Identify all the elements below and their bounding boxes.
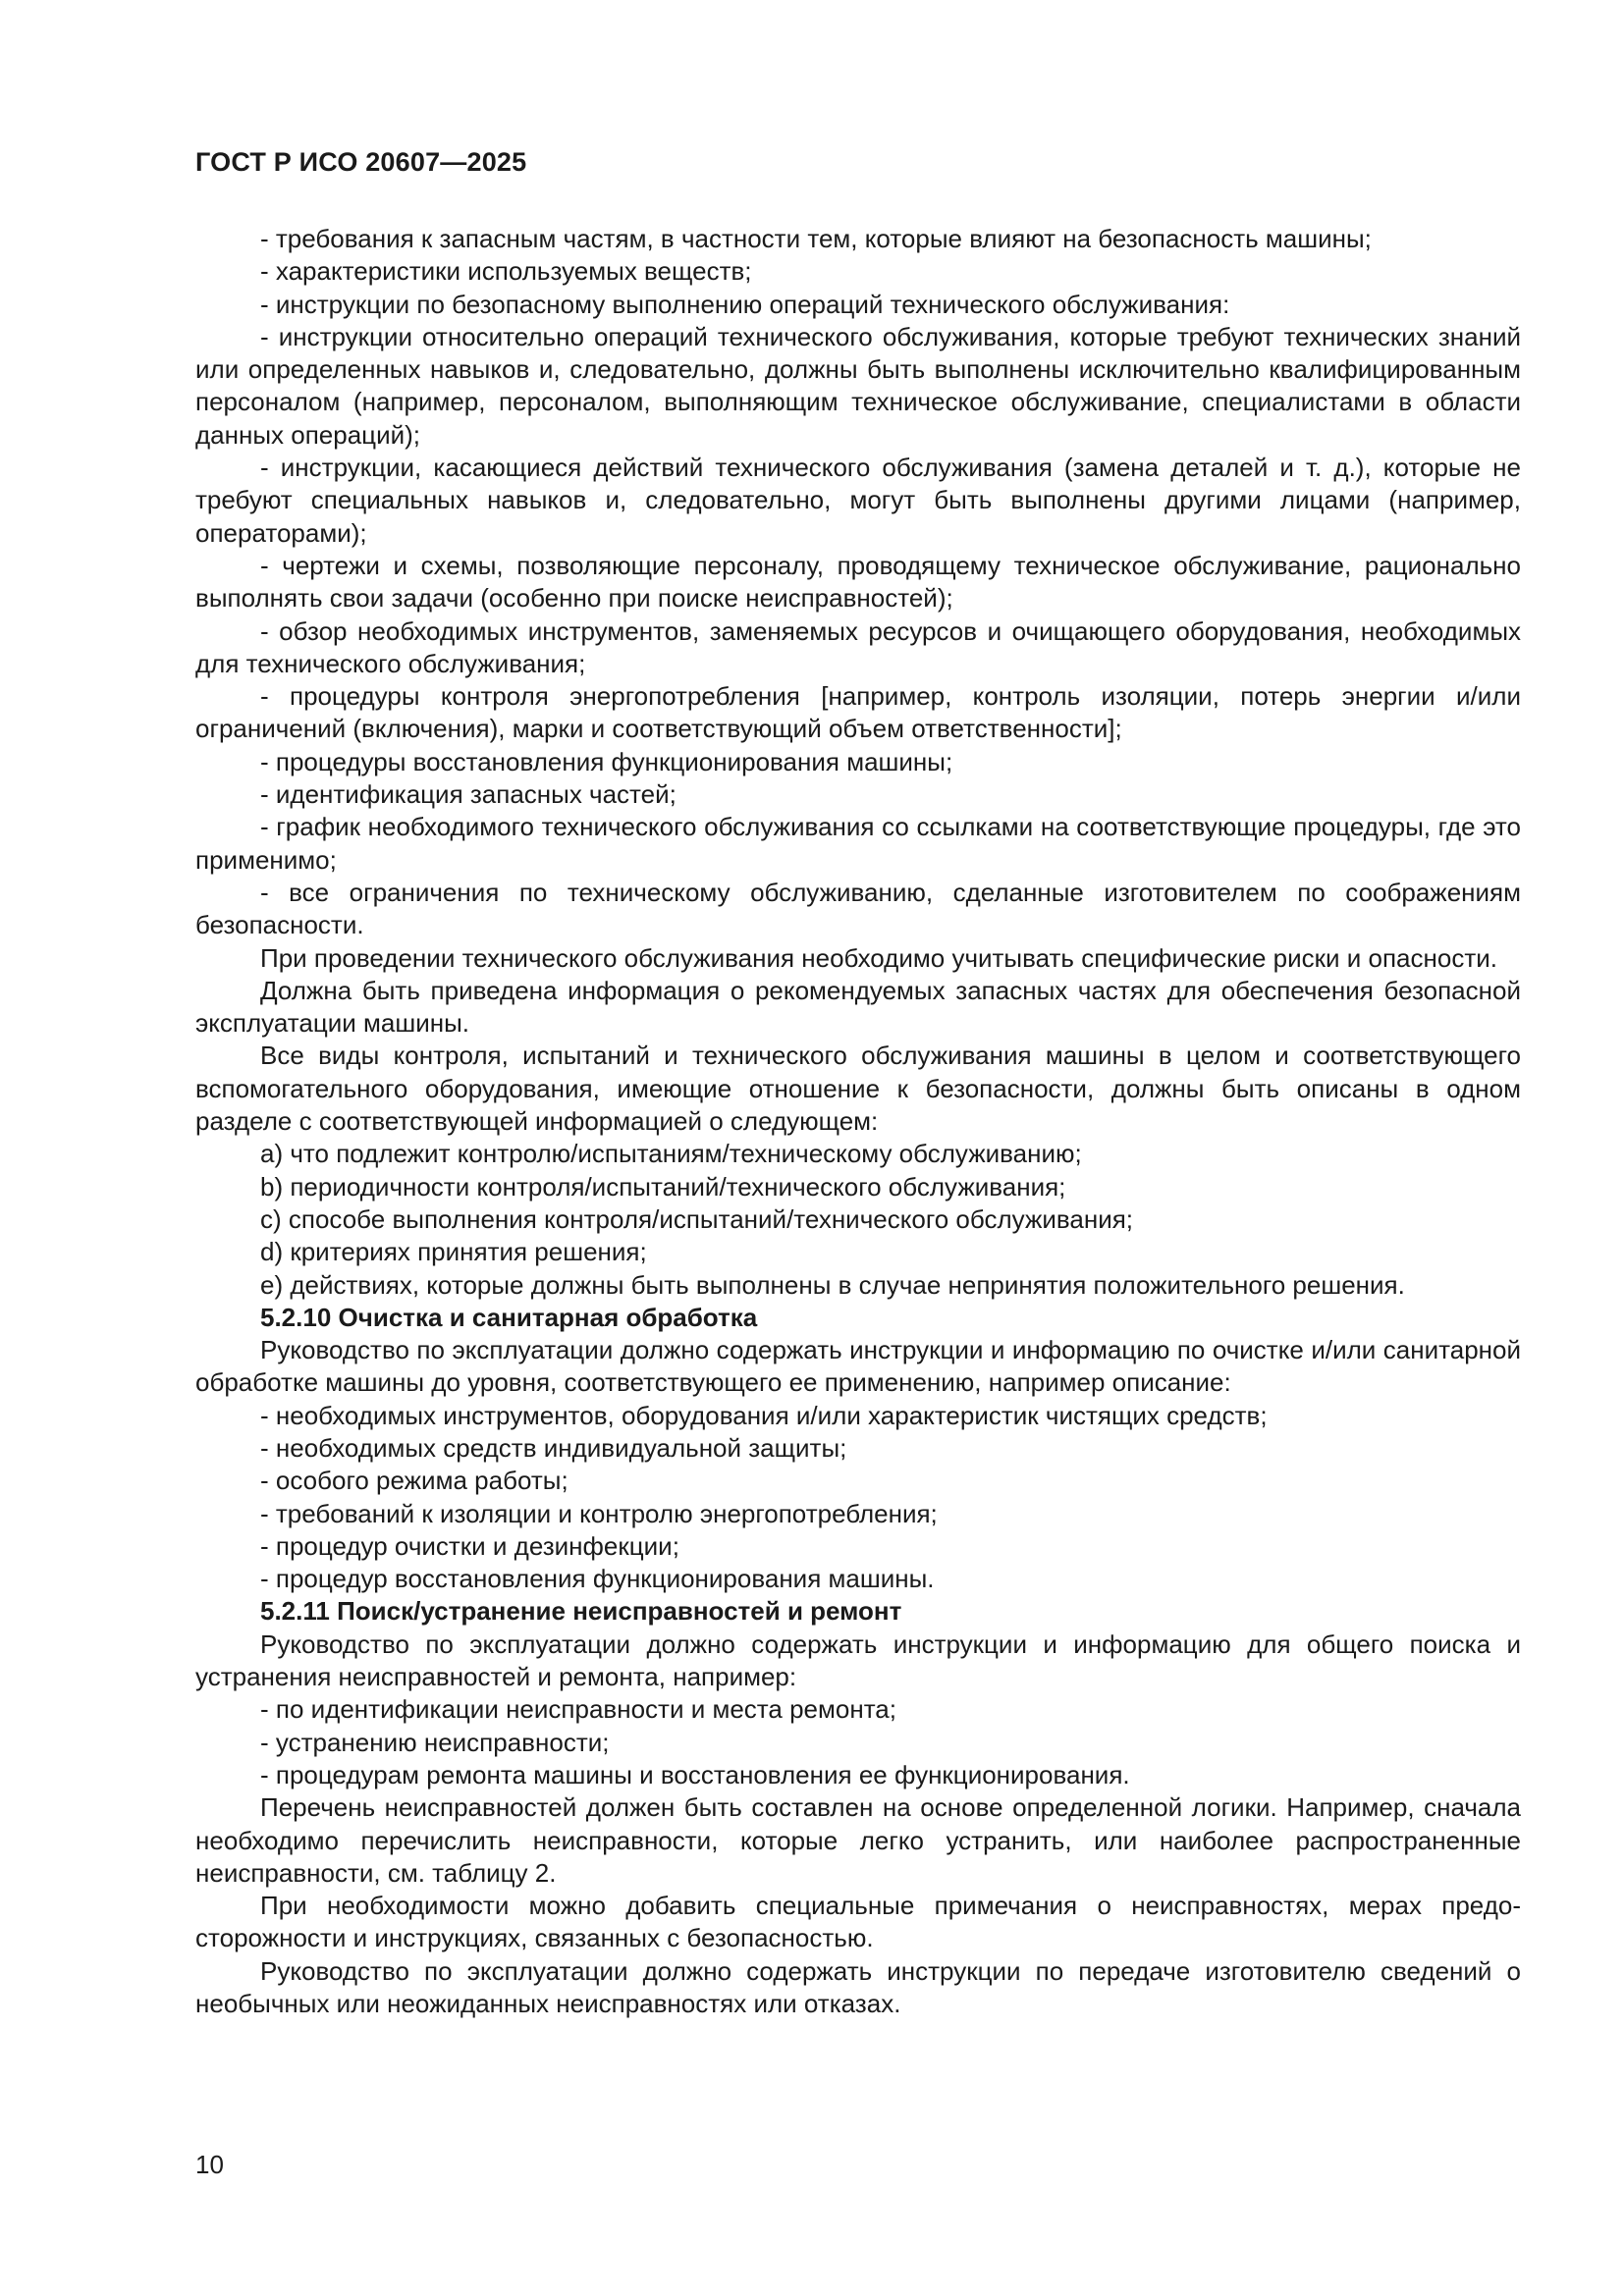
paragraph: Перечень неисправностей должен быть составлен на основе определенной логики. Например, сначала необходимо перечислить неисправности, которые легко устранить, или наиболее распространенные неисправности, см. таблицу 2. bbox=[195, 1792, 1521, 1888]
paragraph: - требования к запасным частям, в частности тем, которые влияют на безопасность машины; bbox=[260, 224, 1372, 253]
paragraph: - процедур восстановления функционирования машины. bbox=[260, 1564, 935, 1594]
paragraph: - процедуры контроля энергопотребления [например, контроль изоляции, потерь энергии и/или ограничений (включения), марки и соответствующий объем ответственности]; bbox=[195, 681, 1521, 744]
paragraph: - требований к изоляции и контролю энергопотребления; bbox=[260, 1498, 938, 1528]
paragraph: - процедурам ремонта машины и восстановления ее функционирования. bbox=[260, 1759, 1130, 1789]
paragraph: При проведении технического обслуживания необходимо учитывать специфические риски и опасности. bbox=[260, 942, 1497, 973]
paragraph: - процедур очистки и дезинфекции; bbox=[260, 1530, 679, 1561]
paragraph: - обзор необходимых инструментов, заменяемых ресурсов и очищающего оборудования, необходимых для технического обслуживания; bbox=[195, 615, 1521, 678]
paragraph: - график необходимого технического обслуживания со ссылками на соответствующие процедуры, где это применимо; bbox=[195, 812, 1521, 875]
paragraph: - характеристики используемых веществ; bbox=[260, 256, 752, 287]
paragraph: - необходимых средств индивидуальной защиты; bbox=[260, 1432, 847, 1463]
paragraph: e) действиях, которые должны быть выполнены в случае непринятия положительного решения. bbox=[260, 1269, 1405, 1300]
section-heading: 5.2.10 Очистка и санитарная обработка bbox=[260, 1302, 758, 1332]
paragraph: - по идентификации неисправности и места ремонта; bbox=[260, 1694, 896, 1725]
paragraph: d) критериях принятия решения; bbox=[260, 1237, 647, 1267]
document-header: ГОСТ Р ИСО 20607—2025 bbox=[195, 147, 527, 177]
paragraph: При необходимости можно добавить специальные примечания о неисправностях, мерах предосторожности и инструкциях, связанных с безопасностью. bbox=[195, 1891, 1521, 1953]
paragraph: Должна быть приведена информация о рекомендуемых запасных частях для обеспечения безопасной эксплуатации машины. bbox=[195, 975, 1521, 1039]
paragraph: - инструкции относительно операций технического обслуживания, которые требуют технических знаний или определенных навыков и, следовательно, должны быть выполнены исключительно квалифицированным персоналом (например, персоналом, выполняющим техническое обслуживание, специалистами в области данных операций); bbox=[195, 321, 1521, 450]
paragraph: a) что подлежит контролю/испытаниям/техническому обслуживанию; bbox=[260, 1139, 1082, 1169]
paragraph: - устранению неисправности; bbox=[260, 1727, 610, 1757]
paragraph: - инструкции по безопасному выполнению операций технического обслуживания: bbox=[260, 289, 1230, 319]
section-heading: 5.2.11 Поиск/устранение неисправностей и ремонт bbox=[260, 1596, 902, 1627]
paragraph: - чертежи и схемы, позволяющие персоналу, проводящему техническое обслуживание, рационально выполнять свои задачи (особенно при поиске неисправностей); bbox=[195, 550, 1521, 614]
paragraph: - процедуры восстановления функционирования машины; bbox=[260, 746, 953, 776]
paragraph: Руководство по эксплуатации должно содержать инструкции и информацию по очистке и/или санитарной обработке машины до уровня, соответствующего ее применению, например описание: bbox=[195, 1335, 1521, 1398]
paragraph: - особого режима работы; bbox=[260, 1466, 568, 1496]
paragraph: - необходимых инструментов, оборудования и/или характеристик чистящих средств; bbox=[260, 1400, 1268, 1430]
page-number: 10 bbox=[195, 2150, 224, 2179]
paragraph: c) способе выполнения контроля/испытаний/технического обслуживания; bbox=[260, 1203, 1134, 1234]
paragraph: - инструкции, касающиеся действий технического обслуживания (замена деталей и т. д.), которые не требуют специальных навыков и, следовательно, могут быть выполнены другими лицами (например, операторами); bbox=[195, 453, 1521, 548]
paragraph: Все виды контроля, испытаний и технического обслуживания машины в целом и соответствующего вспомогательного оборудования, имеющие отношение к безопасности, должны быть описаны в одном разделе с соответствующей информацией о следующем: bbox=[195, 1041, 1521, 1137]
paragraph: - все ограничения по техническому обслуживанию, сделанные изготовителем по соображениям безопасности. bbox=[195, 877, 1521, 940]
paragraph: b) периодичности контроля/испытаний/технического обслуживания; bbox=[260, 1171, 1066, 1201]
paragraph: - идентификация запасных частей; bbox=[260, 779, 677, 810]
document-body bbox=[195, 223, 1521, 2020]
paragraph: Руководство по эксплуатации должно содержать инструкции и информацию для общего поиска и устранения неисправностей и ремонта, например: bbox=[195, 1629, 1521, 1692]
paragraph: Руководство по эксплуатации должно содержать инструкции по передаче изготовителю сведений о необычных или неожиданных неисправностях или отказах. bbox=[195, 1955, 1521, 2019]
